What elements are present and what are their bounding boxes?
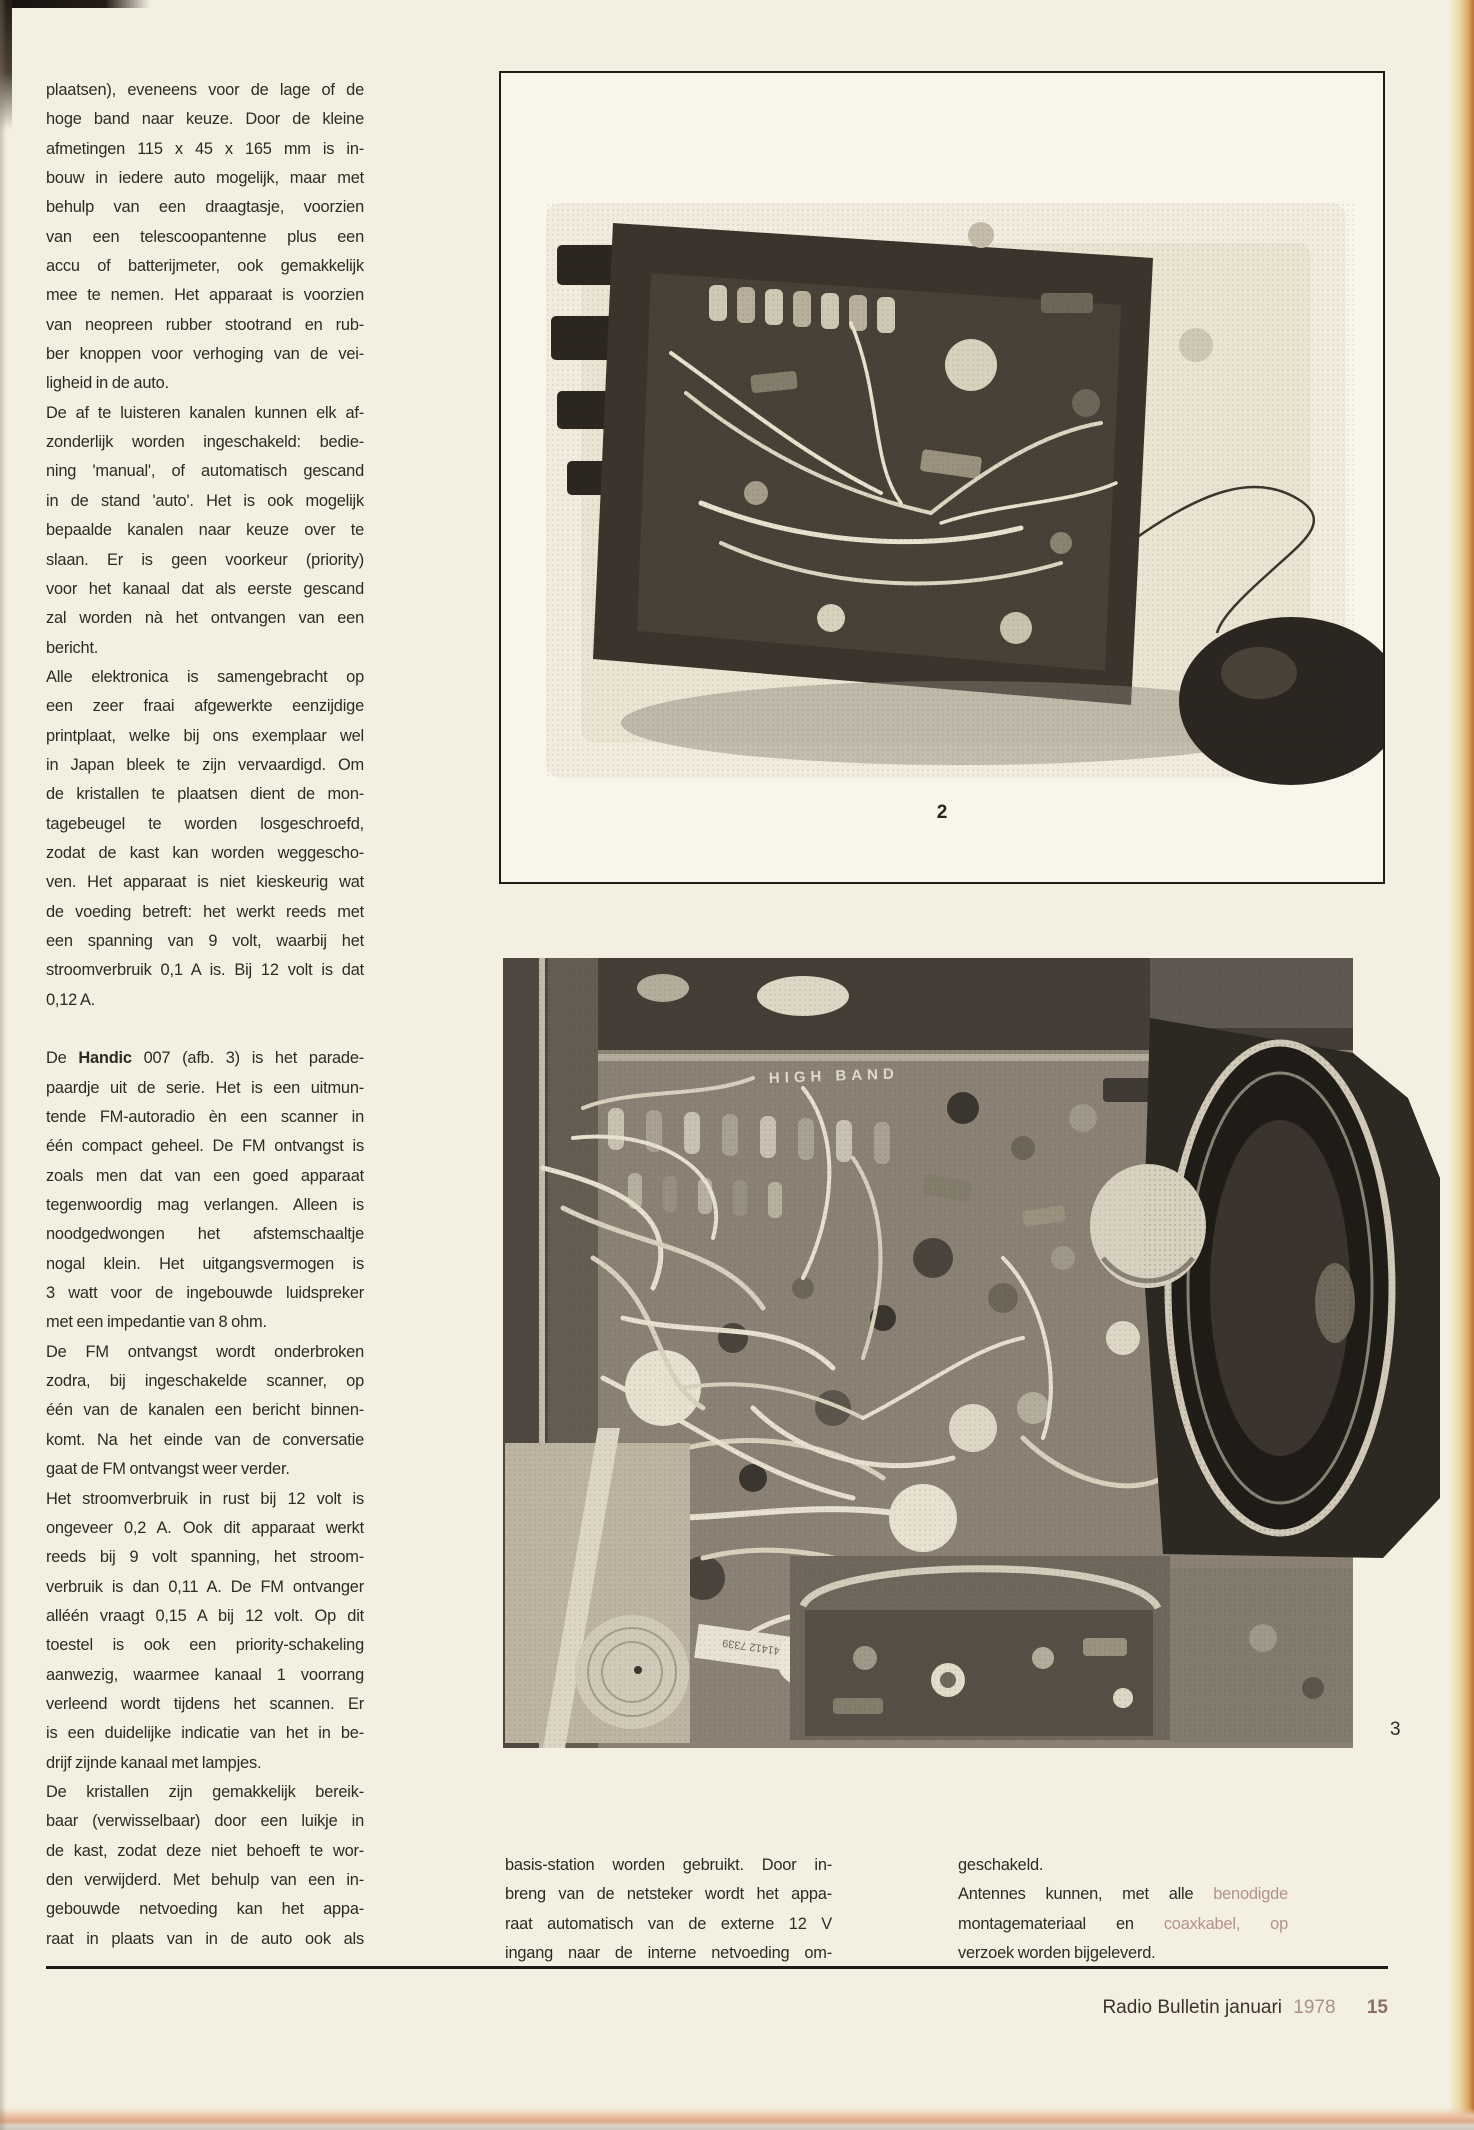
text-line: stroomverbruik 0,1 A is. Bij 12 volt is dat — [46, 961, 364, 980]
text-line: bericht. — [46, 638, 99, 657]
text-line: hoge band naar keuze. Door de kleine — [46, 110, 364, 129]
text-line: zonderlijk worden ingeschakeld: bedie- — [46, 433, 364, 452]
footer-page-number: 15 — [1366, 1997, 1388, 2018]
text-line: aanwezig, waarmee kanaal 1 voorrang — [46, 1665, 364, 1684]
text-line: 0,12 A. — [46, 990, 96, 1009]
text-line: De kristallen zijn gemakkelijk bereik- — [46, 1782, 364, 1801]
text-line: zoals men dat van een goed apparaat — [46, 1166, 364, 1185]
text-line: breng van de netsteker wordt het appa- — [505, 1885, 832, 1904]
text-line: een zeer fraai afgewerkte eenzijdige — [46, 697, 364, 716]
halftone-texture — [546, 203, 1356, 778]
text-line: ven. Het apparaat is niet kieskeurig wat — [46, 873, 364, 892]
footer — [46, 1997, 1388, 2019]
text-line: gaat de FM ontvangst weer verder. — [46, 1460, 290, 1479]
text-line: montagemateriaal en coaxkabel, op — [958, 1914, 1288, 1933]
figure3-caption-number: 3 — [1390, 1719, 1401, 1740]
scan-edge-right — [1448, 0, 1474, 2130]
text-line: in de stand 'auto'. Het is ook mogelijk — [46, 491, 364, 510]
text-line: 3 watt voor de ingebouwde luidspreker — [46, 1284, 364, 1303]
text-line: raat in plaats van in de auto ook als — [46, 1929, 364, 1948]
text-line: Alle elektronica is samengebracht op — [46, 667, 364, 686]
scan-edge-left — [0, 0, 7, 2130]
paragraph-gap — [46, 1015, 364, 1044]
text-line: geschakeld. — [958, 1856, 1044, 1874]
text-line: tegenwoordig mag verlangen. Alleen is — [46, 1196, 364, 1215]
text-line: komt. Na het einde van de conversatie — [46, 1430, 364, 1449]
text-line: de kast, zodat deze niet behoeft te wor- — [46, 1841, 364, 1860]
text-line: een spanning van 9 volt, waarbij het — [46, 931, 364, 950]
article-left-column — [46, 76, 364, 1954]
text-line: toestel is ook een priority-schakeling — [46, 1636, 364, 1655]
text-line: de voeding betreft: het werkt reeds met — [46, 902, 364, 921]
figure2-photo-frame — [499, 71, 1385, 884]
text-line: drijf zijnde kanaal met lampjes. — [46, 1753, 262, 1772]
text-line: één compact geheel. De FM ontvangst is — [46, 1137, 364, 1156]
text-line: noodgedwongen het afstemschaaltje — [46, 1225, 364, 1244]
text-line: De FM ontvangst wordt onderbroken — [46, 1342, 364, 1361]
text-line: van neopreen rubber stootrand en rub- — [46, 315, 364, 334]
text-line: plaatsen), eveneens voor de lage of de — [46, 81, 364, 99]
footer-publication: Radio Bulletin januari — [1102, 1997, 1283, 2018]
text-line: zodra, bij ingeschakelde scanner, op — [46, 1372, 364, 1391]
text-line: behulp van een draagtasje, voorzien — [46, 198, 364, 217]
figure2-photo — [501, 73, 1383, 882]
text-line: slaan. Er is geen voorkeur (priority) — [46, 550, 364, 569]
text-line: tagebeugel te worden losgeschroefd, — [46, 814, 364, 833]
scan-edge-top-left — [0, 0, 150, 8]
text-line: paardje uit de serie. Het is een uitmun- — [46, 1078, 364, 1097]
text-line: voor het kanaal dat als eerste gescand — [46, 579, 364, 598]
text-line: afmetingen 115 x 45 x 165 mm is in- — [46, 139, 364, 158]
text-line: bouw in iedere auto mogelijk, maar met — [46, 169, 364, 188]
text-line: raat automatisch van de externe 12 V — [505, 1914, 832, 1933]
text-line: basis-station worden gebruikt. Door in- — [505, 1856, 832, 1874]
text-line: met een impedantie van 8 ohm. — [46, 1313, 267, 1332]
text-line: ber knoppen voor verhoging van de vei- — [46, 345, 364, 364]
text-line: reeds bij 9 volt spanning, het stroom- — [46, 1548, 364, 1567]
text-line: verbruik is dan 0,11 A. De FM ontvanger — [46, 1577, 364, 1596]
text-line: nogal klein. Het uitgangsvermogen is — [46, 1254, 364, 1273]
figure2-caption-number: 2 — [936, 802, 948, 823]
figure3-photo-art — [503, 958, 1443, 1748]
text-line: ongeveer 0,2 A. Ook dit apparaat werkt — [46, 1518, 364, 1537]
footer-year: 1978 — [1293, 1997, 1336, 2018]
text-line: alléén vraagt 0,15 A bij 12 volt. Op dit — [46, 1606, 364, 1625]
text-line: verzoek worden bijgeleverd. — [958, 1944, 1156, 1963]
text-line: Antennes kunnen, met alle benodigde — [958, 1885, 1288, 1904]
text-line: ligheid in de auto. — [46, 374, 169, 393]
text-line: accu of batterijmeter, ook gemakkelijk — [46, 257, 364, 276]
text-line: zodat de kast kan worden weggescho- — [46, 843, 364, 862]
text-line: tende FM-autoradio èn een scanner in — [46, 1108, 364, 1127]
text-line: baar (verwisselbaar) door een luikje in — [46, 1812, 364, 1831]
article-bottom-right-column — [958, 1851, 1288, 1968]
halftone-texture-blob — [1143, 1018, 1440, 1558]
text-line: zal worden nà het ontvangen van een — [46, 609, 364, 628]
text-line: van een telescoopantenne plus een — [46, 227, 364, 246]
text-line: bepaalde kanalen naar keuze over te — [46, 521, 364, 540]
text-line: Het stroomverbruik in rust bij 12 volt is — [46, 1489, 364, 1508]
text-line: de kristallen te plaatsen dient de mon- — [46, 785, 364, 804]
text-line: printplaat, welke bij ons exemplaar wel — [46, 726, 364, 745]
text-line: ingang naar de interne netvoeding om- — [505, 1944, 832, 1963]
text-line: is een duidelijke indicatie van het in be- — [46, 1724, 364, 1743]
text-line: ning 'manual', of automatisch gescand — [46, 462, 364, 481]
text-line: één van de kanalen een bericht binnen- — [46, 1401, 364, 1420]
text-line: verleend wordt tijdens het scannen. Er — [46, 1694, 364, 1713]
footer-rule — [46, 1966, 1388, 1969]
text-line: den verwijderd. Met behulp van een in- — [46, 1870, 364, 1889]
text-line: De af te luisteren kanalen kunnen elk af- — [46, 403, 364, 422]
text-line: in Japan bleek te zijn vervaardigd. Om — [46, 755, 364, 774]
text-line: mee te nemen. Het apparaat is voorzien — [46, 286, 364, 305]
scan-edge-bottom — [0, 2108, 1474, 2130]
text-line: De Handic 007 (afb. 3) is het parade- — [46, 1049, 364, 1068]
text-line: gebouwde netvoeding kan het appa- — [46, 1900, 364, 1919]
figure3-photo — [503, 958, 1443, 1748]
article-bottom-middle-column — [505, 1851, 832, 1968]
